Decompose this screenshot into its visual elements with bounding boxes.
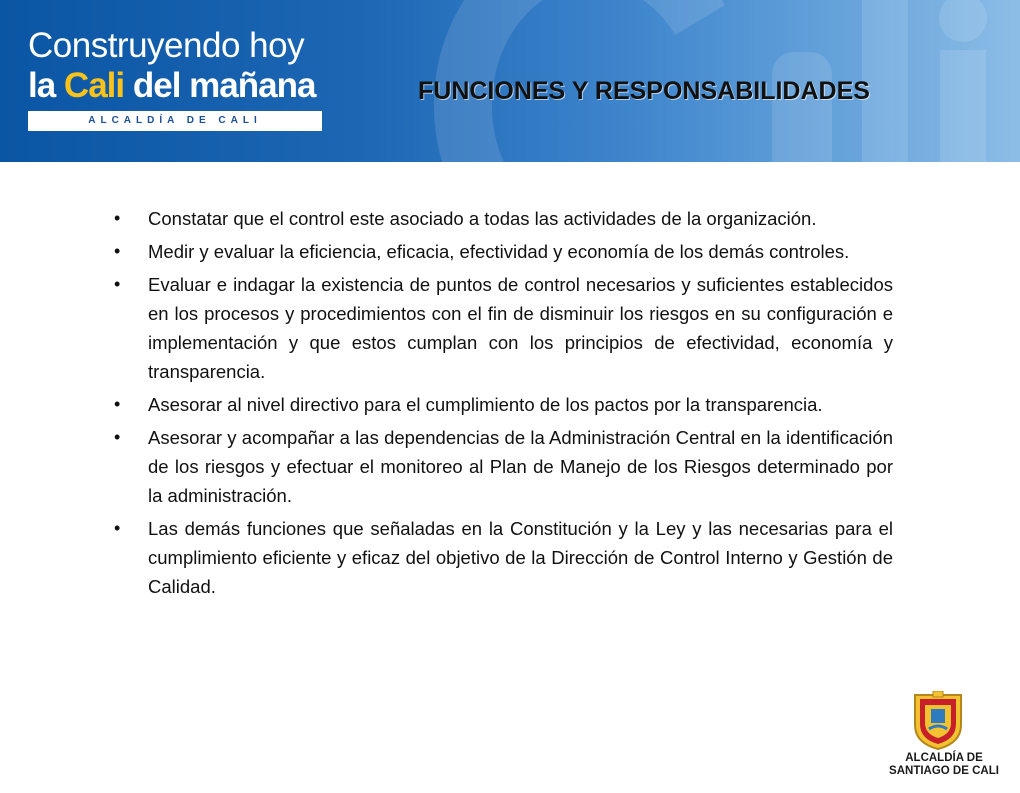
seal-caption-line1: ALCALDÍA DE <box>905 752 983 764</box>
logo-tagline-line2 <box>28 66 315 106</box>
logo-del-manana: del mañana <box>124 66 316 105</box>
bullet-icon: • <box>114 518 121 538</box>
list-item <box>111 237 893 266</box>
coat-of-arms-icon <box>903 691 973 751</box>
list-item-text: Medir y evaluar la eficiencia, eficacia, efectividad y economía de los demás controles. <box>148 241 850 262</box>
page-title: FUNCIONES Y RESPONSABILIDADES <box>418 77 870 105</box>
list-item <box>111 270 893 386</box>
logo-cali: Cali <box>63 66 125 105</box>
list-item-text: Asesorar al nivel directivo para el cumplimiento de los pactos por la transparencia. <box>148 394 823 415</box>
seal-caption-line2: SANTIAGO DE CALI <box>889 765 999 777</box>
logo-tagline-line1: Construyendo hoy <box>28 26 305 65</box>
bullet-icon: • <box>114 394 121 414</box>
bullet-icon: • <box>114 208 121 228</box>
list-item-text: Las demás funciones que señaladas en la Constitución y la Ley y las necesarias para el cumplimiento eficiente y eficaz del objetivo de la Dirección de Control Interno y Gestión de Calidad. <box>148 518 893 597</box>
logo-la: la <box>28 66 64 105</box>
header-banner <box>0 0 1020 162</box>
list-item <box>111 514 893 601</box>
responsibilities-list <box>111 204 893 605</box>
logo-subtitle-bar: ALCALDÍA DE CALI <box>28 111 322 131</box>
list-item <box>111 204 893 233</box>
list-item <box>111 390 893 419</box>
list-item-text: Constatar que el control este asociado a todas las actividades de la organización. <box>148 208 817 229</box>
list-item <box>111 423 893 510</box>
bullet-icon: • <box>114 241 121 261</box>
bullet-icon: • <box>114 427 121 447</box>
bullet-icon: • <box>114 274 121 294</box>
list-item-text: Asesorar y acompañar a las dependencias de la Administración Central en la identificación de los riesgos y efectuar el monitoreo al Plan de Manejo de los Riesgos determinado por la administración. <box>148 427 893 506</box>
seal-caption <box>880 752 1008 778</box>
list-item-text: Evaluar e indagar la existencia de puntos de control necesarios y suficientes establecidos en los procesos y procedimientos con el fin de disminuir los riesgos en su configuración e implementación y que estos cumplan con los principios de efectividad, economía y transparencia. <box>148 274 893 382</box>
